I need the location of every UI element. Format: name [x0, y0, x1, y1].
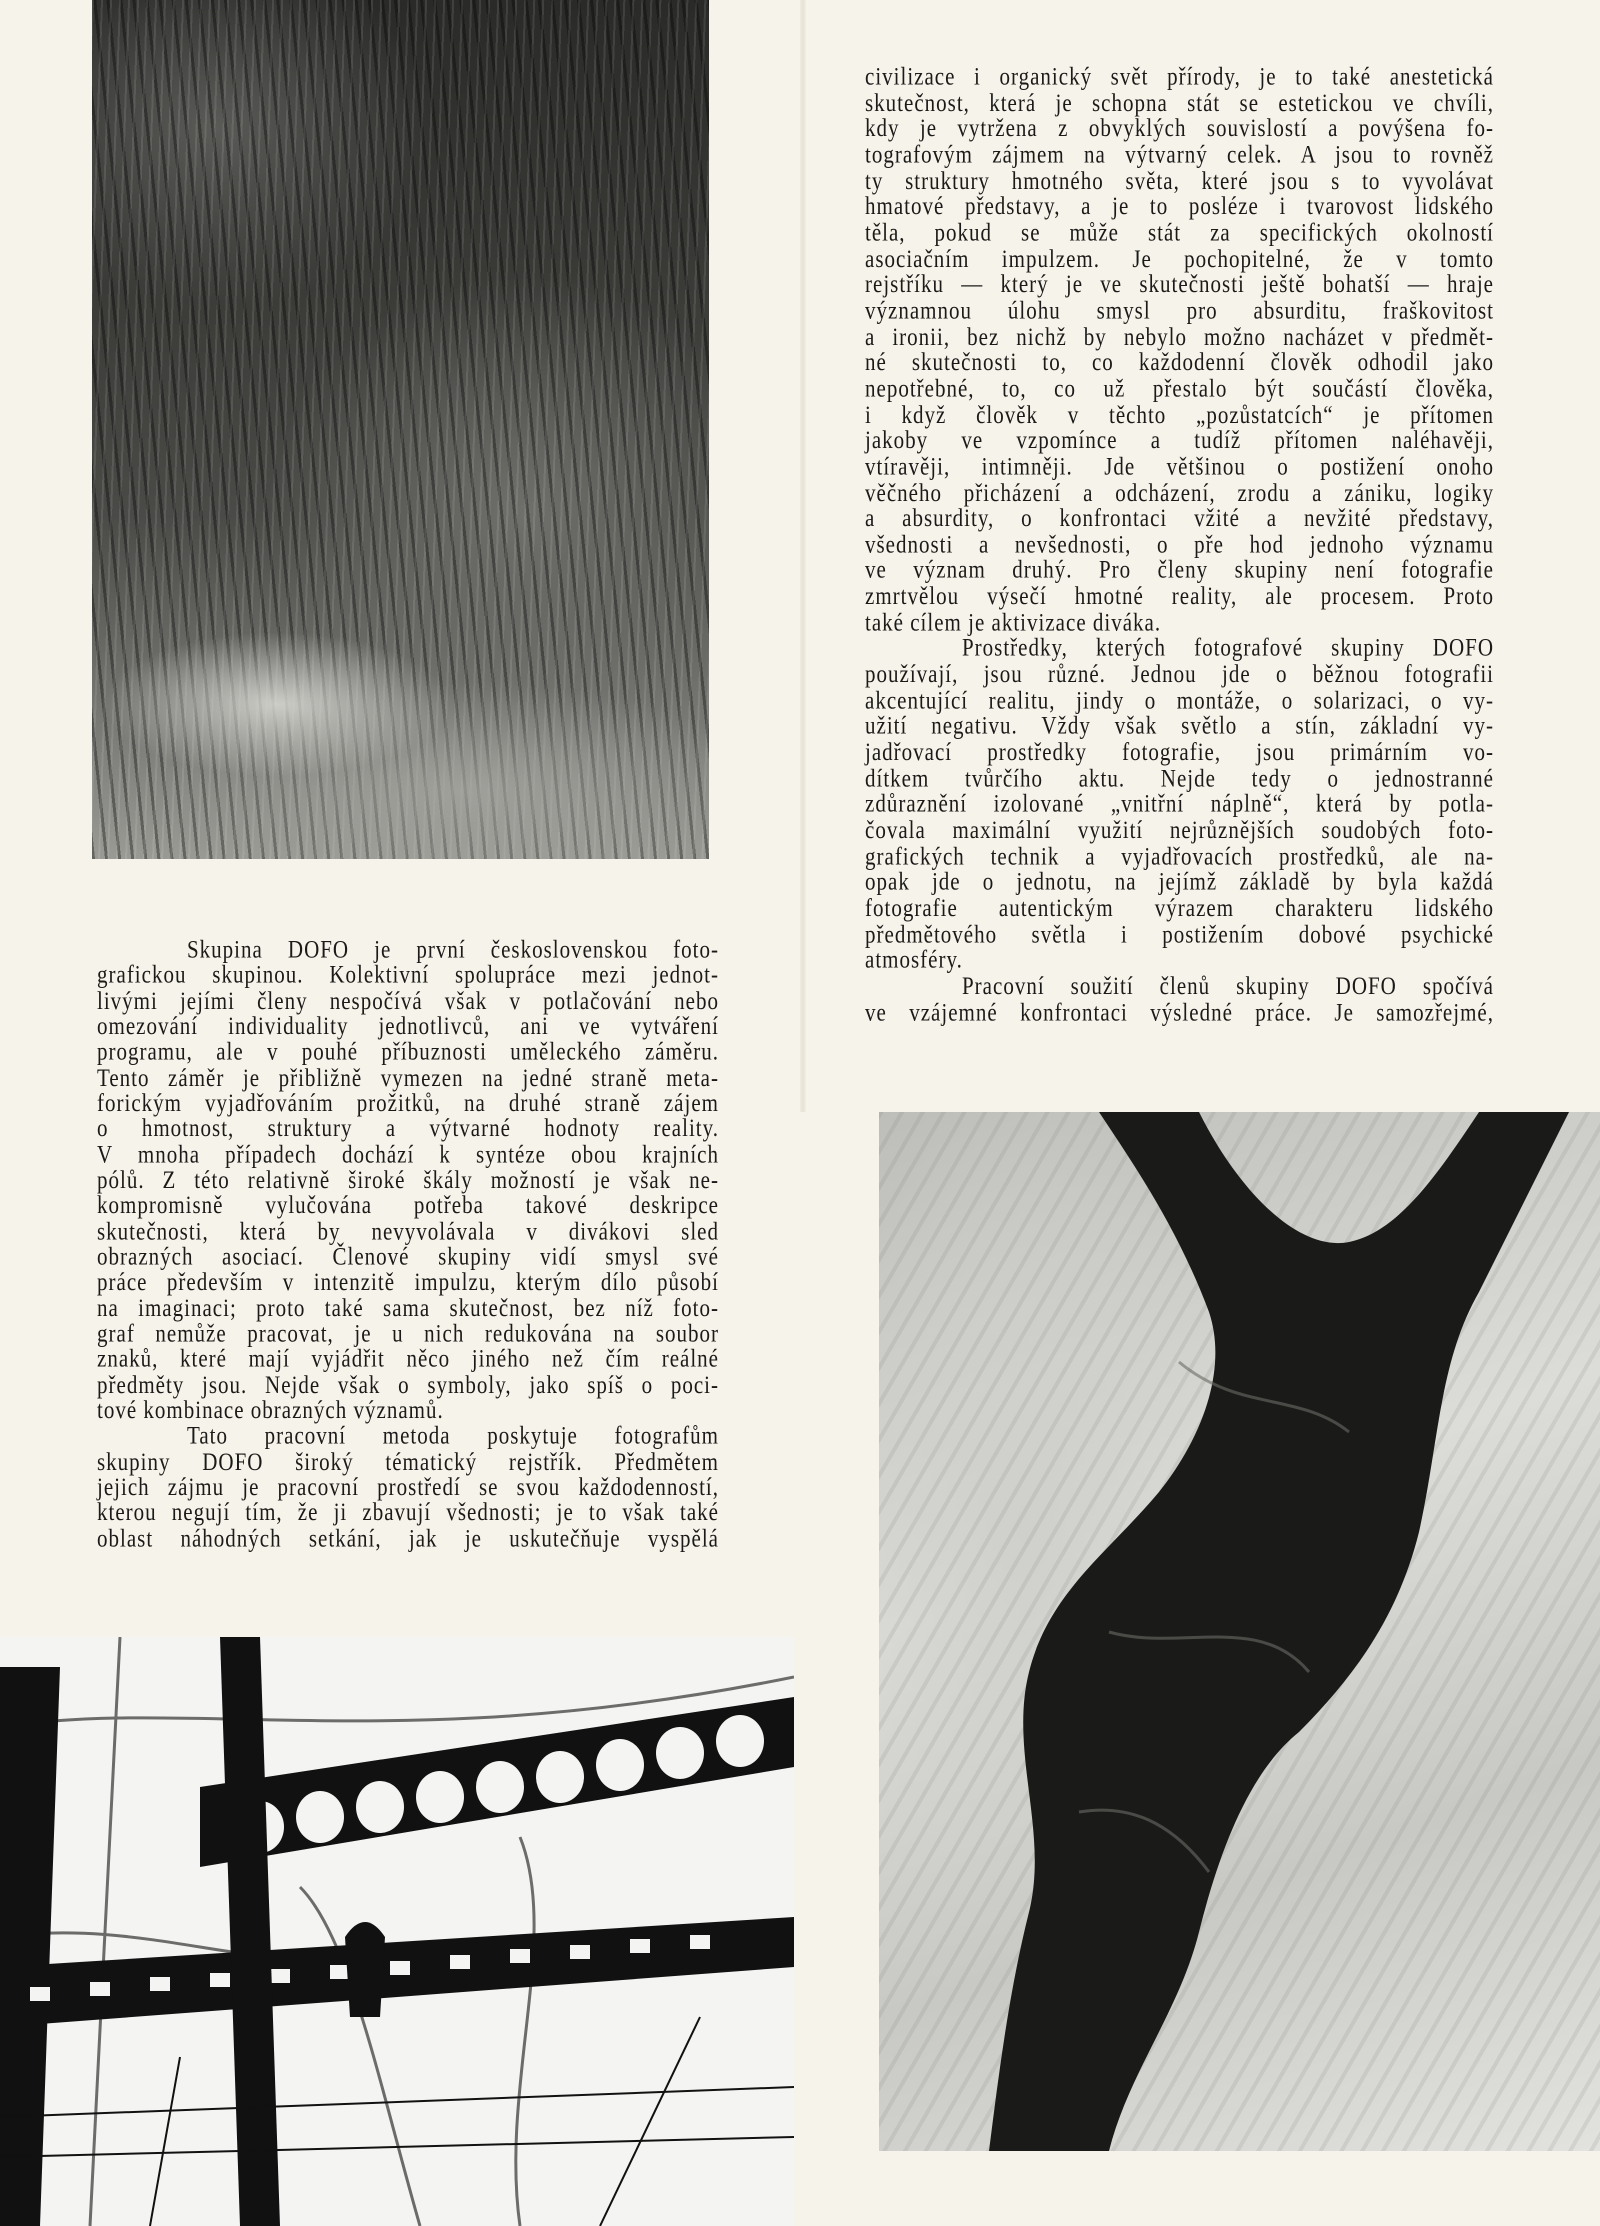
- text-line: věčného přicházení a odcházení, zrodu a zániku, logiky: [865, 477, 1494, 507]
- text-line: všednosti a nevšednosti, o pře hod jednoho významu: [865, 529, 1494, 559]
- text-line: skupiny DOFO široký tématický rejstřík. Předmětem: [97, 1446, 719, 1476]
- text-line: významnou úlohu smysl pro absurditu, fraškovitost: [865, 295, 1494, 325]
- text-line: rejstříku — který je ve skutečnosti ještě bohatší — hraje: [865, 269, 1494, 299]
- text-line: omezování individuality jednotlivců, ani ve vytváření: [97, 1011, 719, 1041]
- photo-patterned-structure: [0, 1637, 794, 2226]
- text-line: užití negativu. Vždy však světlo a stín, základní vy-: [865, 711, 1494, 741]
- text-line: skutečnosti, která by nevyvolávala v divákovi sled: [97, 1216, 719, 1245]
- text-line: opak jde o jednotu, na jejímž základě by byla každá: [865, 867, 1494, 897]
- text-line: pólů. Z této relativně široké škály možností je však ne-: [97, 1164, 719, 1194]
- text-line: kterou negují tím, že ji zbavují všednosti; je to však také: [97, 1497, 719, 1527]
- left-column-text: [97, 934, 719, 1553]
- text-line: Skupina DOFO je první československou foto-: [187, 934, 719, 964]
- text-line: Tento záměr je přibližně vymezen na jedné straně meta-: [97, 1062, 719, 1092]
- paragraph: [97, 934, 719, 1425]
- text-line: skutečnost, která je schopna stát se estetickou ve chvíli,: [865, 87, 1494, 117]
- text-line: né skutečnosti to, co každodenní člověk odhodil jako: [865, 347, 1494, 377]
- text-line: ve vzájemné konfrontaci výsledné práce. Je samozřejmé,: [865, 997, 1494, 1026]
- text-line: Tato pracovní metoda poskytuje fotografům: [187, 1420, 719, 1450]
- text-line: forickým vyjadřováním prožitků, na druhé straně zájem: [97, 1088, 719, 1117]
- photo-figure-torso: [879, 1112, 1600, 2151]
- text-line: atmosféry.: [865, 945, 963, 974]
- text-line: asociačním impulzem. Je pochopitelné, že v tomto: [865, 243, 1494, 273]
- text-line: jejich zájmu je pracovní prostředí se svou každodenností,: [97, 1472, 719, 1501]
- text-line: také cílem je aktivizace diváka.: [865, 607, 1162, 637]
- text-line: znaků, které mají vyjádřit něco jiného než čím reálné: [97, 1344, 719, 1373]
- text-line: těla, pokud se může stát za specifických okolností: [865, 217, 1494, 247]
- text-line: a absurdity, o konfrontaci vžité a nevžité představy,: [865, 503, 1494, 533]
- text-line: grafickou skupinou. Kolektivní spolupráce mezi jednot-: [97, 960, 719, 989]
- text-line: předmětového světla i postižením dobové psychické: [865, 919, 1494, 948]
- paragraph: [97, 1420, 719, 1553]
- text-line: fotografie autentickým výrazem charakteru lidského: [865, 893, 1494, 923]
- paragraph: [865, 633, 1494, 974]
- text-line: zmrtvělou výsečí hmotné reality, ale procesem. Proto: [865, 581, 1494, 611]
- text-line: práce především v intenzitě impulzu, kterým dílo působí: [97, 1267, 719, 1297]
- text-line: zdůraznění izolované „vnitřní náplně“, která by potla-: [865, 789, 1494, 819]
- text-line: nepotřebné, to, co už přestalo být součástí člověka,: [865, 373, 1494, 403]
- text-line: ty struktury hmotného světa, které jsou s to vyvolávat: [865, 165, 1494, 195]
- text-line: civilizace i organický svět přírody, je to také anestetická: [865, 61, 1494, 91]
- text-line: tové kombinace obrazných významů.: [97, 1395, 444, 1425]
- text-line: jakoby ve vzpomínce a tudíž přítomen naléhavěji,: [865, 425, 1494, 455]
- text-line: Pracovní soužití členů skupiny DOFO spočívá: [962, 971, 1494, 1000]
- text-line: i když člověk v těchto „pozůstatcích“ je přítomen: [865, 399, 1494, 429]
- figure-graphic: [879, 1112, 1600, 2151]
- text-line: tografovým zájmem na výtvarný celek. A jsou to rovněž: [865, 139, 1494, 169]
- text-line: jadřovací prostředky fotografie, jsou primárním vo-: [865, 737, 1494, 767]
- photo-rock-texture: [92, 0, 709, 859]
- text-line: dítkem tvůrčího aktu. Nejde tedy o jednostranné: [865, 763, 1494, 793]
- text-line: livými jejími členy nespočívá však v potlačování nebo: [97, 985, 719, 1015]
- text-line: graf nemůže pracovat, je u nich redukována na soubor: [97, 1318, 719, 1348]
- text-line: předměty jsou. Nejde však o symboly, jako spíš o poci-: [97, 1369, 719, 1399]
- text-line: oblast náhodných setkání, jak je uskutečňuje vyspělá: [97, 1523, 719, 1553]
- text-line: na imaginaci; proto také sama skutečnost, bez níž foto-: [97, 1292, 719, 1322]
- text-line: Prostředky, kterých fotografové skupiny DOFO: [962, 633, 1494, 663]
- text-line: grafických technik a vyjadřovacích prostředků, ale na-: [865, 841, 1494, 871]
- right-column-text: [865, 61, 1494, 1026]
- page-fold: [800, 0, 806, 1112]
- paragraph: [865, 971, 1494, 1026]
- text-line: akcentující realitu, jindy o montáže, o solarizaci, o vy-: [865, 685, 1494, 715]
- text-line: obrazných asociací. Členové skupiny vidí smysl své: [97, 1241, 719, 1271]
- pattern-graphic: [0, 1637, 794, 2226]
- text-line: kdy je vytržena z obvyklých souvislostí a povýšena fo-: [865, 113, 1494, 143]
- text-line: čovala maximální využití nejrůznějších soudobých foto-: [865, 815, 1494, 845]
- text-line: hmatové představy, a je to posléze i tvarovost lidského: [865, 191, 1494, 221]
- text-line: o hmotnost, struktury a výtvarné hodnoty reality.: [97, 1113, 719, 1143]
- text-line: používají, jsou různé. Jednou jde o běžnou fotografii: [865, 659, 1494, 689]
- text-line: programu, ale v pouhé příbuznosti uměleckého záměru.: [97, 1036, 719, 1066]
- text-line: ve význam druhý. Pro členy skupiny není fotografie: [865, 555, 1494, 585]
- text-line: vtíravěji, intimněji. Jde většinou o postižení onoho: [865, 451, 1494, 481]
- text-line: V mnoha případech dochází k syntéze obou krajních: [97, 1139, 719, 1169]
- text-line: a ironii, bez nichž by nebylo možno nacházet v předmět-: [865, 321, 1494, 351]
- text-line: kompromisně vylučována potřeba takové deskripce: [97, 1190, 719, 1220]
- paragraph: [865, 61, 1494, 637]
